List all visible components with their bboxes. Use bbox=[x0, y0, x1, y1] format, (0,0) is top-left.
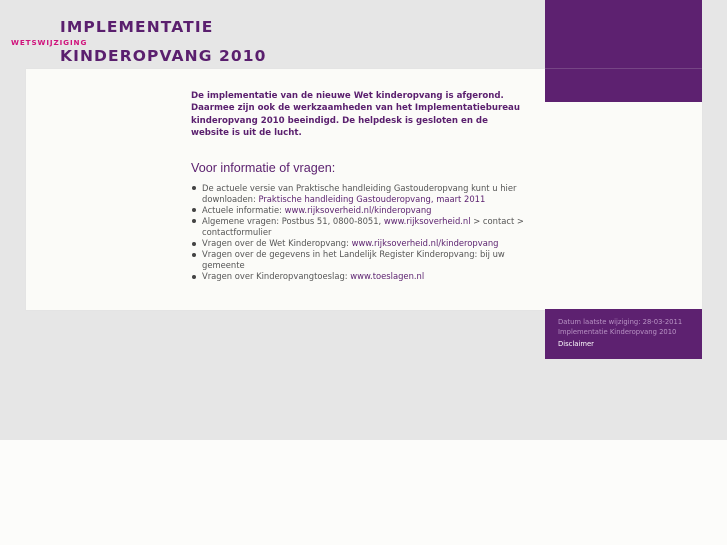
logo-title-line1: IMPLEMENTATIE bbox=[60, 18, 214, 36]
list-item: Vragen over Kinderopvangtoeslag: www.toeslagen.nl bbox=[191, 271, 526, 282]
logo-title-line2: KINDEROPVANG 2010 bbox=[60, 47, 267, 65]
header-color-block-extension bbox=[545, 69, 702, 102]
main-content bbox=[191, 90, 526, 282]
footer-text bbox=[558, 317, 682, 350]
bullet-icon bbox=[192, 242, 196, 246]
bullet-icon bbox=[192, 253, 196, 257]
bullet-icon bbox=[192, 275, 196, 279]
footer-organization: Implementatie Kinderopvang 2010 bbox=[558, 328, 677, 337]
list-item: Vragen over de gegevens in het Landelijk Register Kinderopvang: bij uw gemeente bbox=[191, 249, 526, 271]
bullet-icon bbox=[192, 219, 196, 223]
list-item: Actuele informatie: www.rijksoverheid.nl/kinderopvang bbox=[191, 205, 526, 216]
intro-text: De implementatie van de nieuwe Wet kinderopvang is afgerond. Daarmee zijn ook de werkzaamheden van het Implementatiebureau kinderopvang 2010 beeindigd. De helpdesk is gesloten en de website is uit de lucht. bbox=[191, 91, 520, 139]
wet-kinderopvang-link[interactable]: www.rijksoverheid.nl/kinderopvang bbox=[351, 238, 499, 249]
bullet-icon bbox=[192, 186, 196, 190]
kinderopvang-link[interactable]: www.rijksoverheid.nl/kinderopvang bbox=[284, 204, 432, 215]
list-item: Algemene vragen: Postbus 51, 0800-8051, www.rijksoverheid.nl > contact > contactformulier bbox=[191, 216, 526, 238]
list-item: De actuele versie van Praktische handleiding Gastouderopvang kunt u hier downloaden: Praktische handleiding Gastouderopvang, maart 2011 bbox=[191, 183, 526, 205]
last-modified-date: Datum laatste wijziging: 28-03-2011 bbox=[558, 318, 683, 326]
toeslagen-link[interactable]: www.toeslagen.nl bbox=[350, 271, 425, 282]
list-item: Vragen over de Wet Kinderopvang: www.rijksoverheid.nl/kinderopvang bbox=[191, 238, 526, 249]
footer-block bbox=[545, 309, 702, 359]
disclaimer-link[interactable]: Disclaimer bbox=[558, 340, 594, 349]
bullet-icon bbox=[192, 208, 196, 212]
info-list bbox=[191, 183, 526, 283]
handleiding-link[interactable]: Praktische handleiding Gastouderopvang, maart 2011 bbox=[258, 193, 486, 204]
logo-subtitle: WETSWIJZIGING bbox=[11, 38, 88, 47]
rijksoverheid-link[interactable]: www.rijksoverheid.nl bbox=[383, 215, 471, 226]
info-heading: Voor informatie of vragen: bbox=[191, 160, 336, 175]
